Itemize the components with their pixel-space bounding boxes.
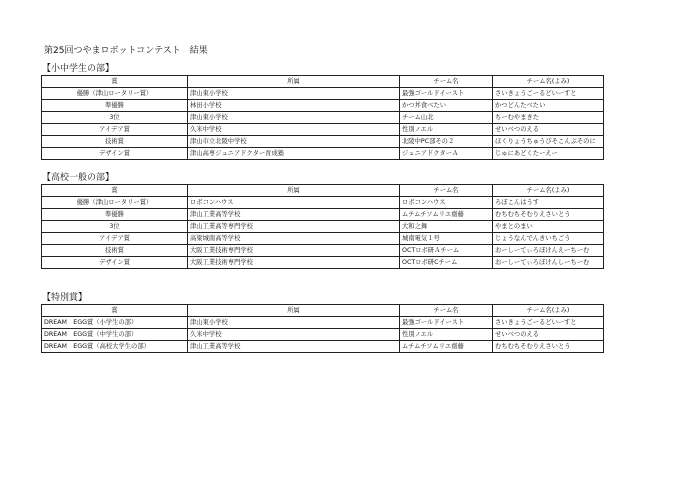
table-row	[42, 317, 604, 329]
award-cell: 準優勝	[42, 209, 188, 221]
school-cell: 久米中学校	[188, 124, 400, 136]
reading-cell: むちむちそむりえさいとう	[493, 341, 604, 353]
section-heading-highschool: 【高校一般の部】	[42, 173, 115, 183]
team-cell: 城南電気１号	[400, 233, 493, 245]
award-cell: DREAM EGG賞（中学生の部）	[42, 329, 188, 341]
table-row	[42, 197, 604, 209]
header-team: チーム名	[400, 76, 493, 88]
team-cell: ムチムチソムリエ齋藤	[400, 341, 493, 353]
award-cell: DREAM EGG賞（小学生の部）	[42, 317, 188, 329]
team-cell: OCTロボ研Cチーム	[400, 257, 493, 269]
header-school: 所属	[188, 305, 400, 317]
reading-cell: ほくりょうちゅうぴそこんぶそのに	[493, 136, 604, 148]
reading-cell: じょうなんでんきいちごう	[493, 233, 604, 245]
reading-cell: さいきょうごーるどいーすと	[493, 317, 604, 329]
award-cell: 技術賞	[42, 245, 188, 257]
school-cell: 津山東小学校	[188, 317, 400, 329]
school-cell: 林田小学校	[188, 100, 400, 112]
reading-cell: ろぼこんはうす	[493, 197, 604, 209]
award-cell: 3位	[42, 221, 188, 233]
table-row	[42, 329, 604, 341]
table-row	[42, 257, 604, 269]
table-row	[42, 88, 604, 100]
team-cell: 大和之舞	[400, 221, 493, 233]
section-heading-elementary: 【小中学生の部】	[42, 64, 115, 74]
reading-cell: せいべつのえる	[493, 329, 604, 341]
award-cell: 準優勝	[42, 100, 188, 112]
reading-cell: やまとのまい	[493, 221, 604, 233]
table-row	[42, 124, 604, 136]
header-award: 賞	[42, 76, 188, 88]
reading-cell: むちむちそむりえさいとう	[493, 209, 604, 221]
results-table-highschool	[41, 184, 604, 269]
section-heading-special: 【特別賞】	[42, 293, 88, 303]
reading-cell: おーしーてぃろぼけんしーちーむ	[493, 257, 604, 269]
school-cell: 津山東小学校	[188, 88, 400, 100]
award-cell: アイデア賞	[42, 233, 188, 245]
table-row	[42, 112, 604, 124]
award-cell: デザイン賞	[42, 148, 188, 160]
document-title: 第25回つやまロボットコンテスト 結果	[44, 46, 208, 56]
table-row	[42, 148, 604, 160]
award-cell: 技術賞	[42, 136, 188, 148]
reading-cell: じゅにあどくたーえー	[493, 148, 604, 160]
school-cell: 津山工業高等学校	[188, 341, 400, 353]
reading-cell: ちーむやまきた	[493, 112, 604, 124]
header-reading: チーム名(よみ)	[493, 185, 604, 197]
reading-cell: かつどんたべたい	[493, 100, 604, 112]
reading-cell: おーしーてぃろぼけんえーちーむ	[493, 245, 604, 257]
table-row	[42, 341, 604, 353]
school-cell: 津山東小学校	[188, 112, 400, 124]
team-cell: かつ丼食べたい	[400, 100, 493, 112]
team-cell: 性別ノエル	[400, 329, 493, 341]
reading-cell: さいきょうごーるどいーすと	[493, 88, 604, 100]
award-cell: 3位	[42, 112, 188, 124]
header-team: チーム名	[400, 305, 493, 317]
team-cell: ジュニアドクターＡ	[400, 148, 493, 160]
header-school: 所属	[188, 76, 400, 88]
header-school: 所属	[188, 185, 400, 197]
table-row	[42, 209, 604, 221]
school-cell: 津山工業高等学校	[188, 209, 400, 221]
award-cell: DREAM EGG賞（高校大学生の部）	[42, 341, 188, 353]
school-cell: 大阪工業技術専門学校	[188, 257, 400, 269]
award-cell: 優勝（津山ロータリー賞）	[42, 197, 188, 209]
school-cell: 津山高専ジュニアドクター育成塾	[188, 148, 400, 160]
team-cell: OCTロボ研Ａチーム	[400, 245, 493, 257]
team-cell: ロボコンハウス	[400, 197, 493, 209]
school-cell: 津山工業高等専門学校	[188, 221, 400, 233]
reading-cell: せいべつのえる	[493, 124, 604, 136]
header-award: 賞	[42, 305, 188, 317]
results-table-special	[41, 304, 604, 353]
results-table-elementary	[41, 75, 604, 160]
team-cell: チーム山北	[400, 112, 493, 124]
table-header-row	[42, 76, 604, 88]
table-row	[42, 245, 604, 257]
table-row	[42, 136, 604, 148]
header-reading: チーム名(よみ)	[493, 305, 604, 317]
team-cell: 北陵中PC部その２	[400, 136, 493, 148]
header-reading: チーム名(よみ)	[493, 76, 604, 88]
team-cell: 最強ゴールドイースト	[400, 317, 493, 329]
team-cell: 性別ノエル	[400, 124, 493, 136]
school-cell: 津山市立北陵中学校	[188, 136, 400, 148]
table-header-row	[42, 185, 604, 197]
table-row	[42, 233, 604, 245]
school-cell: 大阪工業技術専門学校	[188, 245, 400, 257]
school-cell: ロボコンハウス	[188, 197, 400, 209]
award-cell: デザイン賞	[42, 257, 188, 269]
team-cell: ムチムチソムリエ齋藤	[400, 209, 493, 221]
table-row	[42, 221, 604, 233]
school-cell: 高梁城南高等学校	[188, 233, 400, 245]
team-cell: 最強ゴールドイースト	[400, 88, 493, 100]
award-cell: アイデア賞	[42, 124, 188, 136]
table-row	[42, 100, 604, 112]
header-team: チーム名	[400, 185, 493, 197]
school-cell: 久米中学校	[188, 329, 400, 341]
award-cell: 優勝（津山ロータリー賞）	[42, 88, 188, 100]
header-award: 賞	[42, 185, 188, 197]
table-header-row	[42, 305, 604, 317]
